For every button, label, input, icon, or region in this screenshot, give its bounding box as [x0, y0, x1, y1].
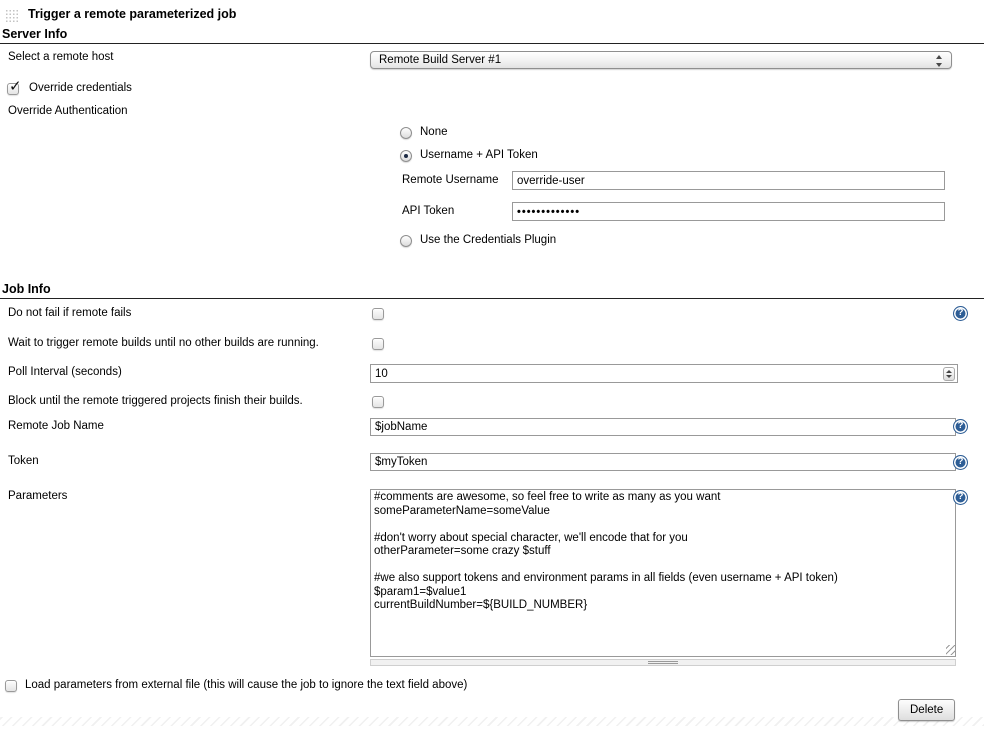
override-credentials-label: Override credentials: [29, 82, 132, 94]
poll-interval-label: Poll Interval (seconds): [8, 366, 122, 378]
api-token-label: API Token: [402, 205, 455, 217]
remote-job-name-label: Remote Job Name: [8, 420, 104, 432]
remote-host-select[interactable]: [370, 51, 952, 69]
parameters-label: Parameters: [8, 490, 68, 502]
auth-radio-none[interactable]: [400, 127, 412, 139]
token-label: Token: [8, 455, 39, 467]
remote-host-label: Select a remote host: [8, 51, 114, 63]
wait-no-other-builds-checkbox[interactable]: [372, 338, 384, 350]
remote-job-name-input[interactable]: [370, 418, 956, 436]
auth-radio-username-api-token-label: Username + API Token: [420, 149, 538, 161]
auth-radio-credentials-plugin[interactable]: [400, 235, 412, 247]
help-icon[interactable]: ?: [953, 306, 968, 321]
textarea-drag-bar[interactable]: [370, 659, 956, 666]
help-icon[interactable]: ?: [953, 419, 968, 434]
do-not-fail-checkbox[interactable]: [372, 308, 384, 320]
block-until-finish-checkbox[interactable]: [372, 396, 384, 408]
page-title: Trigger a remote parameterized job: [28, 7, 237, 21]
help-icon[interactable]: ?: [953, 455, 968, 470]
job-info-heading: Job Info: [0, 282, 984, 299]
poll-interval-input[interactable]: [370, 364, 958, 383]
delete-button[interactable]: Delete: [898, 699, 955, 721]
parameters-textarea[interactable]: [370, 489, 956, 657]
remote-username-input[interactable]: [512, 171, 945, 190]
override-authentication-label: Override Authentication: [8, 105, 128, 117]
select-stepper-icon: [936, 55, 943, 67]
help-icon[interactable]: ?: [953, 490, 968, 505]
drag-handle-icon[interactable]: [5, 9, 19, 23]
override-credentials-checkbox[interactable]: [7, 83, 19, 95]
remote-host-selected-value: Remote Build Server #1: [379, 54, 502, 66]
auth-radio-none-label: None: [420, 126, 448, 138]
number-stepper-icon[interactable]: [943, 367, 955, 381]
load-external-file-checkbox[interactable]: [5, 680, 17, 692]
block-until-finish-label: Block until the remote triggered projects finish their builds.: [8, 395, 303, 407]
auth-radio-username-api-token[interactable]: [400, 150, 412, 162]
api-token-input[interactable]: [512, 202, 945, 221]
textarea-resize-grip-icon[interactable]: [946, 645, 956, 655]
server-info-heading: Server Info: [0, 27, 984, 44]
token-input[interactable]: [370, 453, 956, 471]
step-bottom-divider: [0, 717, 984, 726]
load-external-file-label: Load parameters from external file (this will cause the job to ignore the text field above): [25, 679, 468, 691]
auth-radio-credentials-plugin-label: Use the Credentials Plugin: [420, 234, 557, 246]
remote-username-label: Remote Username: [402, 174, 499, 186]
wait-no-other-builds-label: Wait to trigger remote builds until no other builds are running.: [8, 337, 319, 349]
do-not-fail-label: Do not fail if remote fails: [8, 307, 132, 319]
